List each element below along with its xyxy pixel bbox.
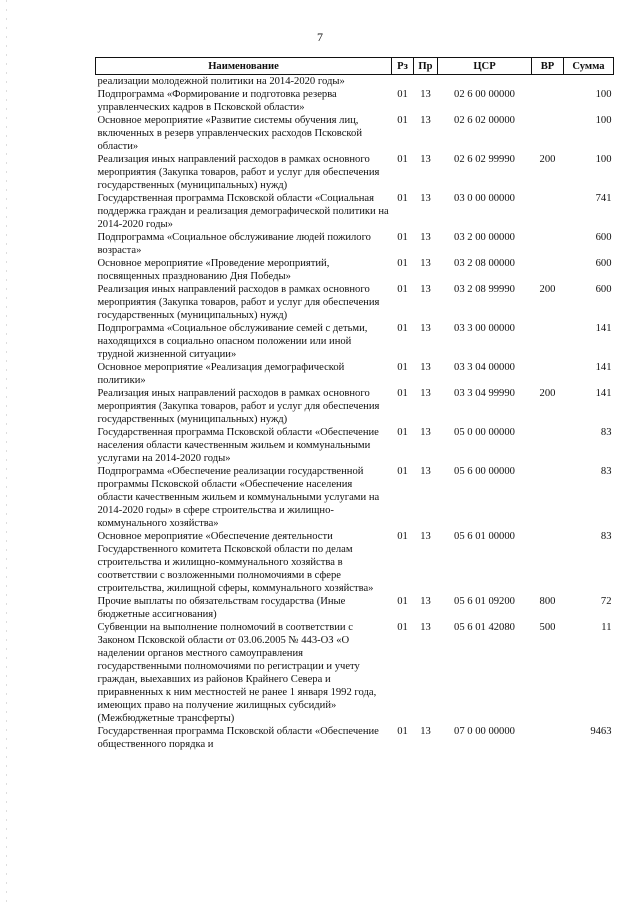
table-row bbox=[96, 257, 614, 283]
cell-name: Подпрограмма «Обеспечение реализации государственной программы Псковской области «Обеспечение населения области качественным жильем и коммунальными услугами на 2014-2020 годы» в сфере строительства и жилищно-коммунального хозяйства» bbox=[97, 466, 380, 529]
cell-rz: 01 bbox=[397, 323, 408, 334]
cell-name: Подпрограмма «Социальное обслуживание семей с детьми, находящихся в социально опасном положении или иной трудной жизненной ситуации» bbox=[97, 323, 368, 360]
header-name: Наименование bbox=[96, 58, 392, 75]
budget-table bbox=[95, 57, 614, 751]
cell-sum: 600 bbox=[595, 284, 612, 295]
header-vr: ВР bbox=[532, 58, 564, 75]
cell-name: Основное мероприятие «Проведение мероприятий, посвященных празднованию Дня Победы» bbox=[97, 258, 330, 282]
cell-csr: 05 6 01 42080 bbox=[454, 622, 515, 633]
cell-vr bbox=[532, 192, 564, 231]
cell-name: Реализация иных направлений расходов в рамках основного мероприятия (Закупка товаров, работ и услуг для обеспечения государственных (муниципальных) нужд) bbox=[97, 284, 380, 321]
cell-rz: 01 bbox=[397, 193, 408, 204]
cell-vr bbox=[532, 530, 564, 595]
cell-vr: 200 bbox=[539, 284, 556, 295]
cell-vr bbox=[532, 75, 564, 89]
cell-vr bbox=[532, 114, 564, 153]
cell-csr: 03 2 00 00000 bbox=[454, 232, 515, 243]
cell-rz: 01 bbox=[397, 596, 408, 607]
cell-rz: 01 bbox=[397, 284, 408, 295]
table-row bbox=[96, 192, 614, 231]
table-header-row bbox=[96, 58, 614, 75]
cell-pr: 13 bbox=[420, 388, 431, 399]
cell-rz: 01 bbox=[397, 427, 408, 438]
table-row bbox=[96, 75, 614, 89]
cell-rz: 01 bbox=[397, 466, 408, 477]
cell-vr bbox=[532, 322, 564, 361]
cell-name: Подпрограмма «Социальное обслуживание людей пожилого возраста» bbox=[97, 232, 371, 256]
cell-rz bbox=[392, 75, 414, 89]
page-number: 7 bbox=[317, 30, 323, 44]
cell-csr: 03 2 08 00000 bbox=[454, 258, 515, 269]
cell-vr: 200 bbox=[539, 388, 556, 399]
cell-csr: 02 6 00 00000 bbox=[454, 89, 515, 100]
cell-rz: 01 bbox=[397, 388, 408, 399]
cell-vr bbox=[532, 361, 564, 387]
cell-vr bbox=[532, 231, 564, 257]
cell-csr: 02 6 02 00000 bbox=[454, 115, 515, 126]
table-row bbox=[96, 725, 614, 751]
cell-sum: 83 bbox=[600, 427, 612, 438]
cell-rz: 01 bbox=[397, 232, 408, 243]
cell-pr: 13 bbox=[420, 258, 431, 269]
table-row bbox=[96, 114, 614, 153]
cell-sum: 11 bbox=[601, 622, 612, 633]
cell-sum: 741 bbox=[595, 193, 612, 204]
header-rz: Рз bbox=[392, 58, 414, 75]
table-row bbox=[96, 361, 614, 387]
cell-csr: 05 0 00 00000 bbox=[454, 427, 515, 438]
cell-csr: 05 6 01 00000 bbox=[454, 531, 515, 542]
cell-pr: 13 bbox=[420, 115, 431, 126]
cell-name: Прочие выплаты по обязательствам государства (Иные бюджетные ассигнования) bbox=[97, 596, 346, 620]
cell-name: Подпрограмма «Формирование и подготовка резерва управленческих кадров в Псковской области» bbox=[97, 89, 337, 113]
cell-rz: 01 bbox=[397, 531, 408, 542]
cell-csr bbox=[438, 75, 532, 89]
table-row bbox=[96, 322, 614, 361]
cell-csr: 07 0 00 00000 bbox=[454, 726, 515, 737]
cell-sum: 9463 bbox=[590, 726, 612, 737]
header-sum: Сумма bbox=[564, 58, 614, 75]
cell-rz: 01 bbox=[397, 726, 408, 737]
header-csr: ЦСР bbox=[438, 58, 532, 75]
cell-sum: 141 bbox=[595, 362, 612, 373]
table-row bbox=[96, 595, 614, 621]
cell-sum: 83 bbox=[600, 531, 612, 542]
cell-vr bbox=[532, 426, 564, 465]
cell-sum: 100 bbox=[595, 115, 612, 126]
table-row bbox=[96, 621, 614, 725]
cell-csr: 03 3 04 00000 bbox=[454, 362, 515, 373]
cell-pr: 13 bbox=[420, 284, 431, 295]
cell-name: реализации молодежной политики на 2014-2020 годы» bbox=[97, 76, 345, 87]
cell-csr: 03 3 00 00000 bbox=[454, 323, 515, 334]
header-pr: Пр bbox=[414, 58, 438, 75]
scan-edge bbox=[6, 0, 7, 905]
cell-sum: 600 bbox=[595, 258, 612, 269]
cell-pr: 13 bbox=[420, 362, 431, 373]
cell-sum: 141 bbox=[595, 388, 612, 399]
cell-sum: 100 bbox=[595, 154, 612, 165]
cell-csr: 05 6 01 09200 bbox=[454, 596, 515, 607]
cell-csr: 02 6 02 99990 bbox=[454, 154, 515, 165]
table-row bbox=[96, 231, 614, 257]
cell-csr: 03 0 00 00000 bbox=[454, 193, 515, 204]
table-row bbox=[96, 387, 614, 426]
cell-csr: 03 2 08 99990 bbox=[454, 284, 515, 295]
cell-sum: 600 bbox=[595, 232, 612, 243]
cell-pr: 13 bbox=[420, 466, 431, 477]
cell-vr bbox=[532, 88, 564, 114]
table-row bbox=[96, 283, 614, 322]
cell-sum: 72 bbox=[600, 596, 612, 607]
cell-csr: 03 3 04 99990 bbox=[454, 388, 515, 399]
cell-rz: 01 bbox=[397, 622, 408, 633]
cell-pr: 13 bbox=[420, 193, 431, 204]
cell-vr: 500 bbox=[539, 622, 556, 633]
cell-pr bbox=[414, 75, 438, 89]
cell-vr: 800 bbox=[539, 596, 556, 607]
cell-csr: 05 6 00 00000 bbox=[454, 466, 515, 477]
cell-name: Реализация иных направлений расходов в рамках основного мероприятия (Закупка товаров, работ и услуг для обеспечения государственных (муниципальных) нужд) bbox=[97, 388, 380, 425]
table-row bbox=[96, 465, 614, 530]
cell-vr bbox=[532, 725, 564, 751]
cell-rz: 01 bbox=[397, 154, 408, 165]
cell-name: Субвенции на выполнение полномочий в соответствии с Законом Псковской области от 03.06.2005 № 443-ОЗ «О наделении органов местного самоуправления государственными полномочиями по регистрации и учету граждан, выехавших из районов Крайнего Севера и приравненных к ним местностей не ранее 1 января 1992 года, имеющих право на получение жилищных субсидий» (Межбюджетные трансферты) bbox=[97, 622, 377, 724]
cell-name: Основное мероприятие «Реализация демографической политики» bbox=[97, 362, 345, 386]
cell-sum bbox=[564, 75, 614, 89]
cell-name: Реализация иных направлений расходов в рамках основного мероприятия (Закупка товаров, работ и услуг для обеспечения государственных (муниципальных) нужд) bbox=[97, 154, 380, 191]
cell-pr: 13 bbox=[420, 154, 431, 165]
cell-vr bbox=[532, 465, 564, 530]
cell-name: Государственная программа Псковской области «Обеспечение общественного порядка и bbox=[97, 726, 379, 750]
cell-sum: 141 bbox=[595, 323, 612, 334]
cell-vr: 200 bbox=[539, 154, 556, 165]
cell-sum: 83 bbox=[600, 466, 612, 477]
cell-name: Основное мероприятие «Развитие системы обучения лиц, включенных в резерв управленческих расходов Псковской области» bbox=[97, 115, 362, 152]
table-row bbox=[96, 153, 614, 192]
cell-pr: 13 bbox=[420, 596, 431, 607]
table-row bbox=[96, 426, 614, 465]
cell-pr: 13 bbox=[420, 323, 431, 334]
cell-rz: 01 bbox=[397, 362, 408, 373]
cell-sum: 100 bbox=[595, 89, 612, 100]
cell-rz: 01 bbox=[397, 115, 408, 126]
cell-name: Основное мероприятие «Обеспечение деятельности Государственного комитета Псковской области по делам строительства и жилищно-коммунального хозяйства в соответствии с возложенными полномочиями в сфере строительства, жилищной сферы, коммунального хозяйства» bbox=[97, 531, 374, 594]
cell-rz: 01 bbox=[397, 89, 408, 100]
cell-pr: 13 bbox=[420, 726, 431, 737]
cell-pr: 13 bbox=[420, 232, 431, 243]
cell-pr: 13 bbox=[420, 622, 431, 633]
cell-pr: 13 bbox=[420, 89, 431, 100]
cell-pr: 13 bbox=[420, 531, 431, 542]
cell-vr bbox=[532, 257, 564, 283]
cell-pr: 13 bbox=[420, 427, 431, 438]
cell-name: Государственная программа Псковской области «Обеспечение населения области качественным жильем и коммунальными услугами на 2014-2020 годы» bbox=[97, 427, 379, 464]
cell-rz: 01 bbox=[397, 258, 408, 269]
cell-name: Государственная программа Псковской области «Социальная поддержка граждан и реализация демографической политики на 2014-2020 годы» bbox=[97, 193, 389, 230]
table-row bbox=[96, 88, 614, 114]
table-row bbox=[96, 530, 614, 595]
